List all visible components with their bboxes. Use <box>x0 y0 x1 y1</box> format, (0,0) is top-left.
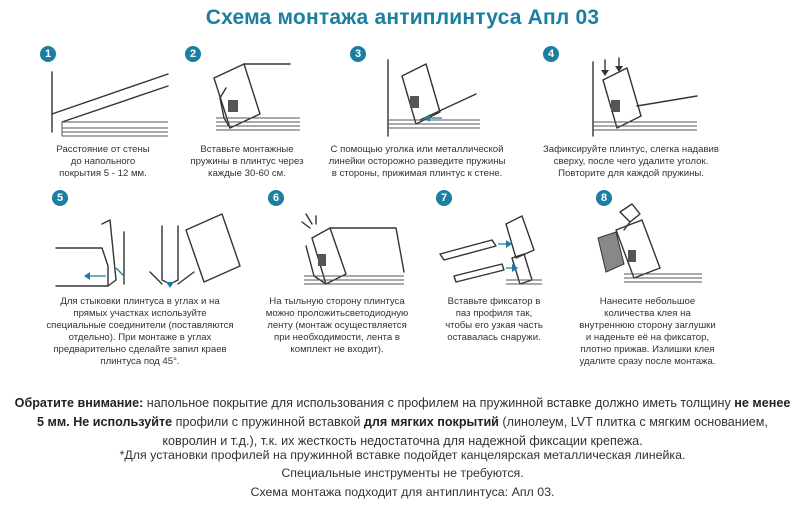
page-title: Схема монтажа антиплинтуса Апл 03 <box>205 6 600 29</box>
step-2-illustration <box>200 58 310 140</box>
step-6-illustration <box>296 210 416 292</box>
step-7-illustration <box>436 214 546 290</box>
step-4-badge: 4 <box>543 46 559 62</box>
step-3-badge: 3 <box>350 46 366 62</box>
step-4-caption: Зафиксируйте плинтус, слегка надавив сверху, после чего удалите уголок. Повторите для каждой пружины. <box>542 144 720 179</box>
step-8-badge: 8 <box>596 190 612 206</box>
step-1-caption: Расстояние от стены до напольного покрытия 5 - 12 мм. <box>56 144 150 179</box>
step-2-caption: Вставьте монтажные пружины в плинтус через каждые 30-60 см. <box>190 144 304 179</box>
step-1-illustration <box>40 70 170 140</box>
suitable-profile-line: Схема монтажа подходит для антиплинтуса: Апл 03. <box>250 485 555 499</box>
warning-text: Обратите внимание: напольное покрытие для использования с профилем на пружинной вставке должно иметь толщину не менее 5 мм. Не используйте профили с пружинной вставкой для мягких покрытий (линолеум, LVT плитка с мягким основанием, ковролин и т.д.), т.к. их жесткость недостаточна для надежной фиксации крепежа. <box>14 396 791 448</box>
step-3-caption: С помощью уголка или металлической линейки осторожно разведите пружины в стороны, прижимая плинтус к стене. <box>328 144 506 179</box>
step-5-caption: Для стыковки плинтуса в углах и на прямых участках используйте специальные соединители (поставляются отдельно). При монтаже в углах предварительно сделайте запил краев плинтуса под 45°. <box>46 296 234 367</box>
step-6-badge: 6 <box>268 190 284 206</box>
step-2-badge: 2 <box>185 46 201 62</box>
step-1-badge: 1 <box>40 46 56 62</box>
step-6-caption: На тыльную сторону плинтуса можно проложитьсветодиодную ленту (монтаж осуществляется при необходимости, лента в комплект не входит). <box>265 296 409 355</box>
step-7-caption: Вставьте фиксатор в паз профиля так, чтобы его узкая часть оставалась снаружи. <box>445 296 543 343</box>
footnote: *Для установки профилей на пружинной вставке подойдет канцелярская металлическая линейка. Специальные инструменты не требуются. <box>119 448 686 480</box>
step-5-illustration <box>54 210 254 292</box>
step-5-badge: 5 <box>52 190 68 206</box>
step-4-illustration <box>585 56 705 140</box>
step-8-caption: Нанесите небольшое количества клея на внутреннюю сторону заглушки и наденьте её на фиксатор, плотно прижав. Излишки клея удалите сразу после монтажа. <box>579 296 716 367</box>
step-3-illustration <box>380 58 490 140</box>
step-8-illustration <box>590 202 710 292</box>
step-7-badge: 7 <box>436 190 452 206</box>
